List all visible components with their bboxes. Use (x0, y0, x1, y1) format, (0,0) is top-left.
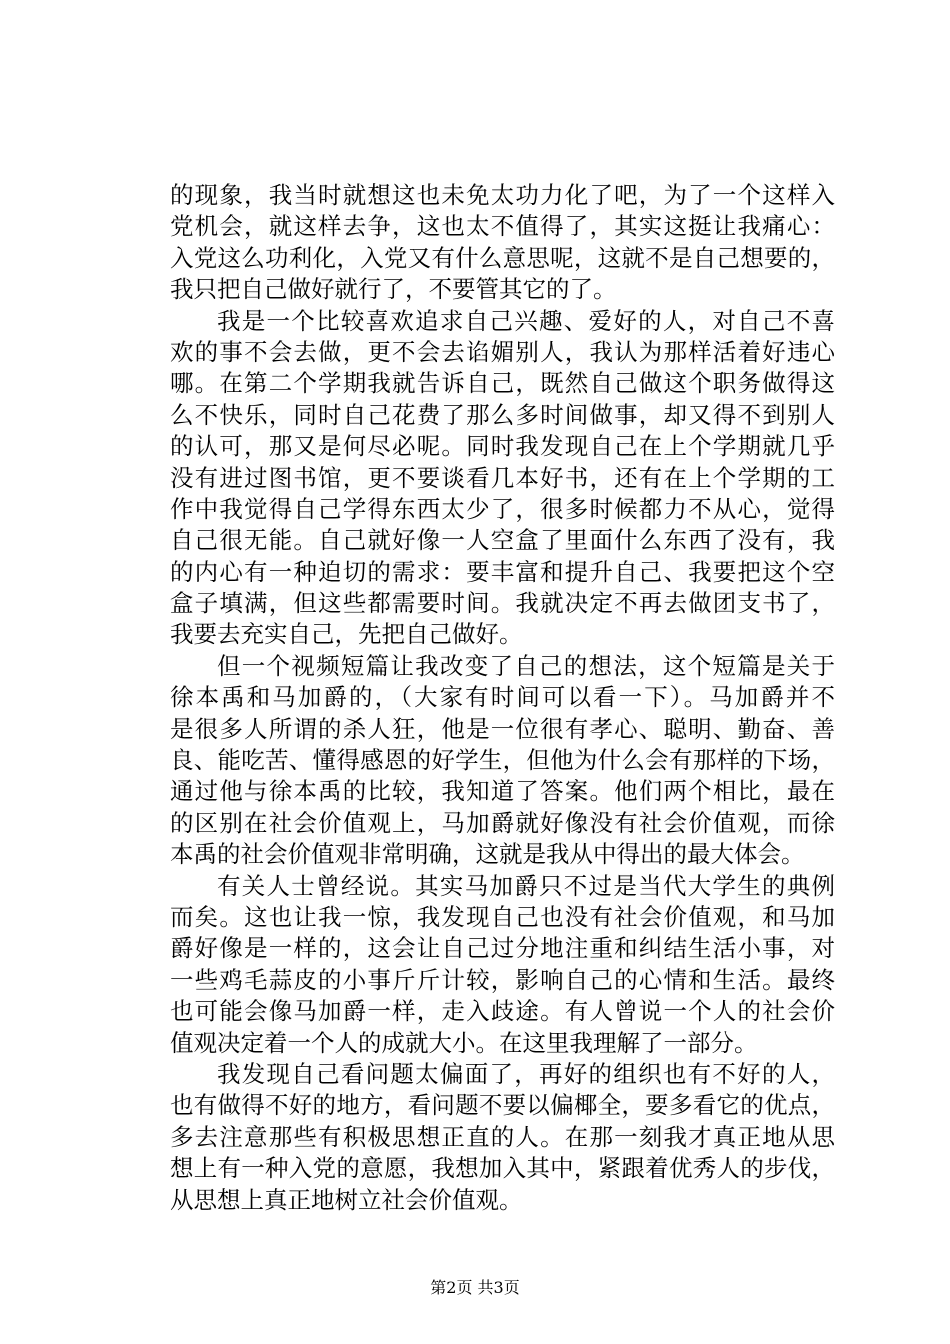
text-line: 盒子填满，但这些都需要时间。我就决定不再去做团支书了， (170, 589, 835, 618)
text-line: 良、能吃苦、懂得感恩的好学生，但他为什么会有那样的下场， (170, 746, 835, 775)
text-line: 哪。在第二个学期我就告诉自己，既然自己做这个职务做得这 (170, 369, 835, 398)
text-line: 么不快乐，同时自己花费了那么多时间做事，却又得不到别人 (170, 400, 835, 429)
text-line: 从思想上真正地树立社会价值观。 (170, 1185, 523, 1214)
text-line: 想上有一种入党的意愿，我想加入其中，紧跟着优秀人的步伐， (170, 1154, 835, 1183)
text-line: 值观决定着一个人的成就大小。在这里我理解了一部分。 (170, 1028, 758, 1057)
text-line: 作中我觉得自己学得东西太少了，很多时候都力不从心，觉得 (170, 494, 835, 523)
text-line: 也可能会像马加爵一样，走入歧途。有人曾说一个人的社会价 (170, 997, 835, 1026)
text-line: 但一个视频短篇让我改变了自己的想法，这个短篇是关于 (217, 651, 835, 680)
text-line: 也有做得不好的地方，看问题不要以偏椰全，要多看它的优点， (170, 1091, 835, 1120)
text-line: 徐本禹和马加爵的，（大家有时间可以看一下）。马加爵并不 (170, 683, 835, 712)
text-line: 欢的事不会去做，更不会去谄媚别人，我认为那样活着好违心 (170, 337, 835, 366)
text-line: 的内心有一种迫切的需求：要丰富和提升自己、我要把这个空 (170, 557, 835, 586)
text-line: 的现象，我当时就想这也未免太功力化了吧，为了一个这样入 (170, 181, 835, 209)
paragraph (170, 1059, 835, 1216)
text-line: 通过他与徐本禹的比较，我知道了答案。他们两个相比，最在 (170, 777, 835, 806)
paragraph (170, 871, 835, 1059)
text-line: 党机会，就这样去争，这也太不值得了，其实这挺让我痛心： (170, 212, 835, 241)
text-line: 爵好像是一样的，这会让自己过分地注重和纠结生活小事，对 (170, 934, 835, 963)
text-line: 是很多人所谓的杀人狂，他是一位很有孝心、聪明、勤奋、善 (170, 714, 835, 743)
text-line: 我是一个比较喜欢追求自己兴趣、爱好的人，对自己不喜 (217, 306, 835, 335)
text-line: 一些鸡毛蒜皮的小事斤斤计较，影响自己的心情和生活。最终 (170, 965, 835, 994)
text-line: 我要去充实自己，先把自己做好。 (170, 620, 523, 649)
text-line: 没有进过图书馆，更不要谈看几本好书，还有在上个学期的工 (170, 463, 835, 492)
paragraph (170, 306, 835, 651)
paragraph (170, 180, 835, 306)
page-footer: 第2页 共3页 (430, 1278, 520, 1297)
text-line: 有关人士曾经说。其实马加爵只不过是当代大学生的典例 (217, 871, 835, 900)
document-body (170, 180, 835, 1216)
text-line: 自己很无能。自己就好像一人空盒了里面什么东西了没有，我 (170, 526, 835, 555)
paragraph (170, 651, 835, 871)
text-line: 入党这么功利化，入党又有什么意思呢，这就不是自己想要的， (170, 243, 835, 272)
text-line: 我发现自己看问题太偏面了，再好的组织也有不好的人， (217, 1059, 835, 1088)
text-line: 而矣。这也让我一惊，我发现自己也没有社会价值观，和马加 (170, 902, 835, 931)
text-line: 多去注意那些有积极思想正直的人。在那一刻我才真正地从思 (170, 1122, 835, 1151)
text-line: 的区别在社会价值观上，马加爵就好像没有社会价值观，而徐 (170, 808, 835, 837)
text-line: 我只把自己做好就行了，不要管其它的了。 (170, 275, 617, 304)
text-line: 的认可，那又是何尽必呢。同时我发现自己在上个学期就几乎 (170, 432, 835, 461)
text-line: 本禹的社会价值观非常明确，这就是我从中得出的最大体会。 (170, 840, 805, 869)
